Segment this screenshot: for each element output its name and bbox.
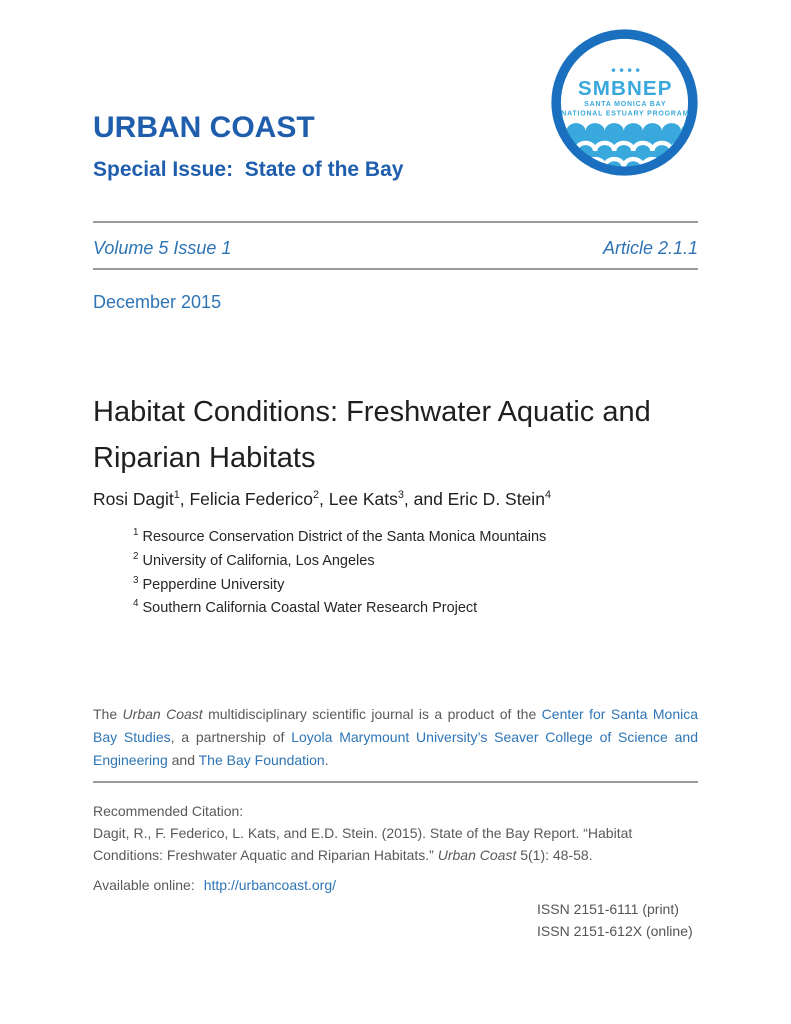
issn-block: [537, 898, 693, 942]
logo-org-line1: SANTA MONICA BAY: [584, 101, 667, 109]
affiliation-item: [133, 547, 546, 571]
affiliation-item: [133, 571, 546, 595]
affiliation-number: 1: [133, 527, 139, 538]
issn-print: ISSN 2151-6111 (print): [537, 901, 679, 917]
affiliation-text: University of California, Los Angeles: [142, 552, 375, 569]
article-title: Habitat Conditions: Freshwater Aquatic and Riparian Habitats: [93, 396, 651, 474]
volume-label: Volume 5 Issue 1: [93, 238, 232, 258]
inline-link[interactable]: The Bay Foundation: [198, 752, 325, 768]
affiliation-text: Resource Conservation District of the Santa Monica Mountains: [142, 528, 547, 545]
available-online-row: [93, 877, 336, 893]
affiliation-item: [133, 594, 546, 618]
divider-citation: [93, 781, 698, 783]
smbnep-logo: [551, 29, 698, 176]
affiliation-number: 2: [133, 550, 139, 562]
logo-acronym: SMBNEP: [577, 77, 673, 101]
authors-line: Rosi Dagit$^1$, Felicia Federico$^2$, Lee Kats$^3$, and Eric D. Stein$^4$: [93, 489, 551, 509]
affiliation-number: 3: [133, 574, 139, 586]
about-journal-paragraph: The Urban Coast multidisciplinary scientific journal is a product of the Center for Santa Monica Bay Studies, a partnership of Loyola Marymount University’s Seaver College of Science and Engineering and The Bay Foundation.: [93, 706, 698, 768]
inline-link[interactable]: Loyola Marymount University’s Seaver College of Science and Engineering: [93, 729, 698, 768]
available-online-label: Available online:: [93, 877, 195, 893]
divider-volume: [93, 268, 698, 270]
volume-article-row: [93, 238, 698, 259]
inline-link[interactable]: Center for Santa Monica Bay Studies: [93, 706, 698, 745]
journal-title: URBAN COAST: [93, 111, 315, 144]
available-online-link[interactable]: http://urbancoast.org/: [203, 877, 337, 893]
citation-block: [93, 800, 681, 866]
affiliation-item: [133, 523, 546, 547]
affiliation-number: 4: [133, 598, 139, 610]
affiliations-list: [133, 523, 546, 618]
affiliation-text: Southern California Coastal Water Research Project: [142, 600, 478, 617]
divider-top: [93, 221, 698, 223]
smbnep-logo-graphic: [551, 29, 698, 176]
logo-org-line2: NATIONAL ESTUARY PROGRAM: [561, 110, 690, 118]
journal-subtitle: Special Issue: State of the Bay: [93, 158, 404, 181]
article-number-label: Article 2.1.1: [602, 238, 698, 258]
affiliation-text: Pepperdine University: [142, 576, 285, 593]
issue-date: December 2015: [93, 292, 222, 312]
citation-text: Dagit, R., F. Federico, L. Kats, and E.D. Stein. (2015). State of the Bay Report. “Habitat Conditions: Freshwater Aquatic and Riparian Habitats.” Urban Coast 5(1): 48-58.: [93, 825, 633, 863]
citation-heading: Recommended Citation:: [93, 803, 244, 819]
issn-online: ISSN 2151-612X (online): [537, 923, 693, 939]
